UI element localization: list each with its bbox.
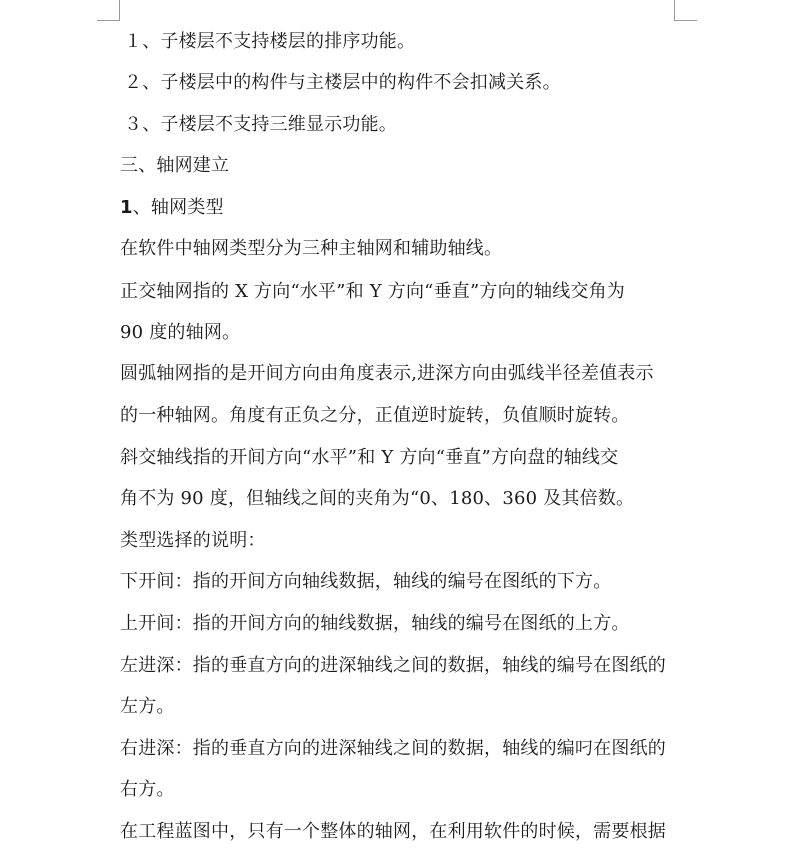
paragraph-line: 在软件中轴网类型分为三种主轴网和辅助轴线。 — [120, 238, 503, 259]
paragraph-line: 角不为 90 度，但轴线之间的夹角为“0、180、360 及其倍数。 — [120, 488, 635, 509]
page-corner-mark-left — [97, 0, 120, 21]
subsection-title: 、轴网类型 — [132, 197, 224, 218]
paragraph-line: 正交轴网指的 X 方向“水平”和 Y 方向“垂直”方向的轴线交角为 — [120, 281, 625, 302]
section-heading: 三、轴网建立 — [120, 155, 230, 176]
paragraph-line: 右进深：指的垂直方向的进深轴线之间的数据，轴线的编叼在图纸的 — [120, 738, 666, 759]
paragraph-line: 斜交轴线指的开间方向“水平”和 Y 方向“垂直”方向盘的轴线交 — [120, 447, 619, 468]
subsection-number: 1 — [120, 197, 133, 218]
subsection-heading — [120, 196, 224, 220]
paragraph-line: 类型选择的说明： — [120, 530, 266, 551]
paragraph-line: 左方。 — [120, 696, 175, 717]
paragraph-line: 下开间：指的开间方向轴线数据，轴线的编号在图纸的下方。 — [120, 571, 612, 592]
paragraph-line: 在工程蓝图中，只有一个整体的轴网，在利用软件的时候，需要根据 — [120, 821, 666, 842]
paragraph-line: ３、子楼层不支持三维显示功能。 — [124, 114, 397, 135]
page-corner-mark-right — [674, 0, 697, 21]
paragraph-line: １、子楼层不支持楼层的排序功能。 — [124, 31, 416, 52]
paragraph-line: 圆弧轴网指的是开间方向由角度表示,进深方向由弧线半径差值表示 — [120, 363, 654, 384]
paragraph-line: 左进深：指的垂直方向的进深轴线之间的数据，轴线的编号在图纸的 — [120, 655, 666, 676]
paragraph-line: 的一种轴网。角度有正负之分，正值逆时旋转，负值顺时旋转。 — [120, 405, 630, 426]
paragraph-line: ２、子楼层中的构件与主楼层中的构件不会扣减关系。 — [124, 72, 561, 93]
paragraph-line: 上开间：指的开间方向的轴线数据，轴线的编号在图纸的上方。 — [120, 613, 630, 634]
paragraph-line: 90 度的轴网。 — [120, 322, 241, 343]
paragraph-line: 右方。 — [120, 779, 175, 800]
